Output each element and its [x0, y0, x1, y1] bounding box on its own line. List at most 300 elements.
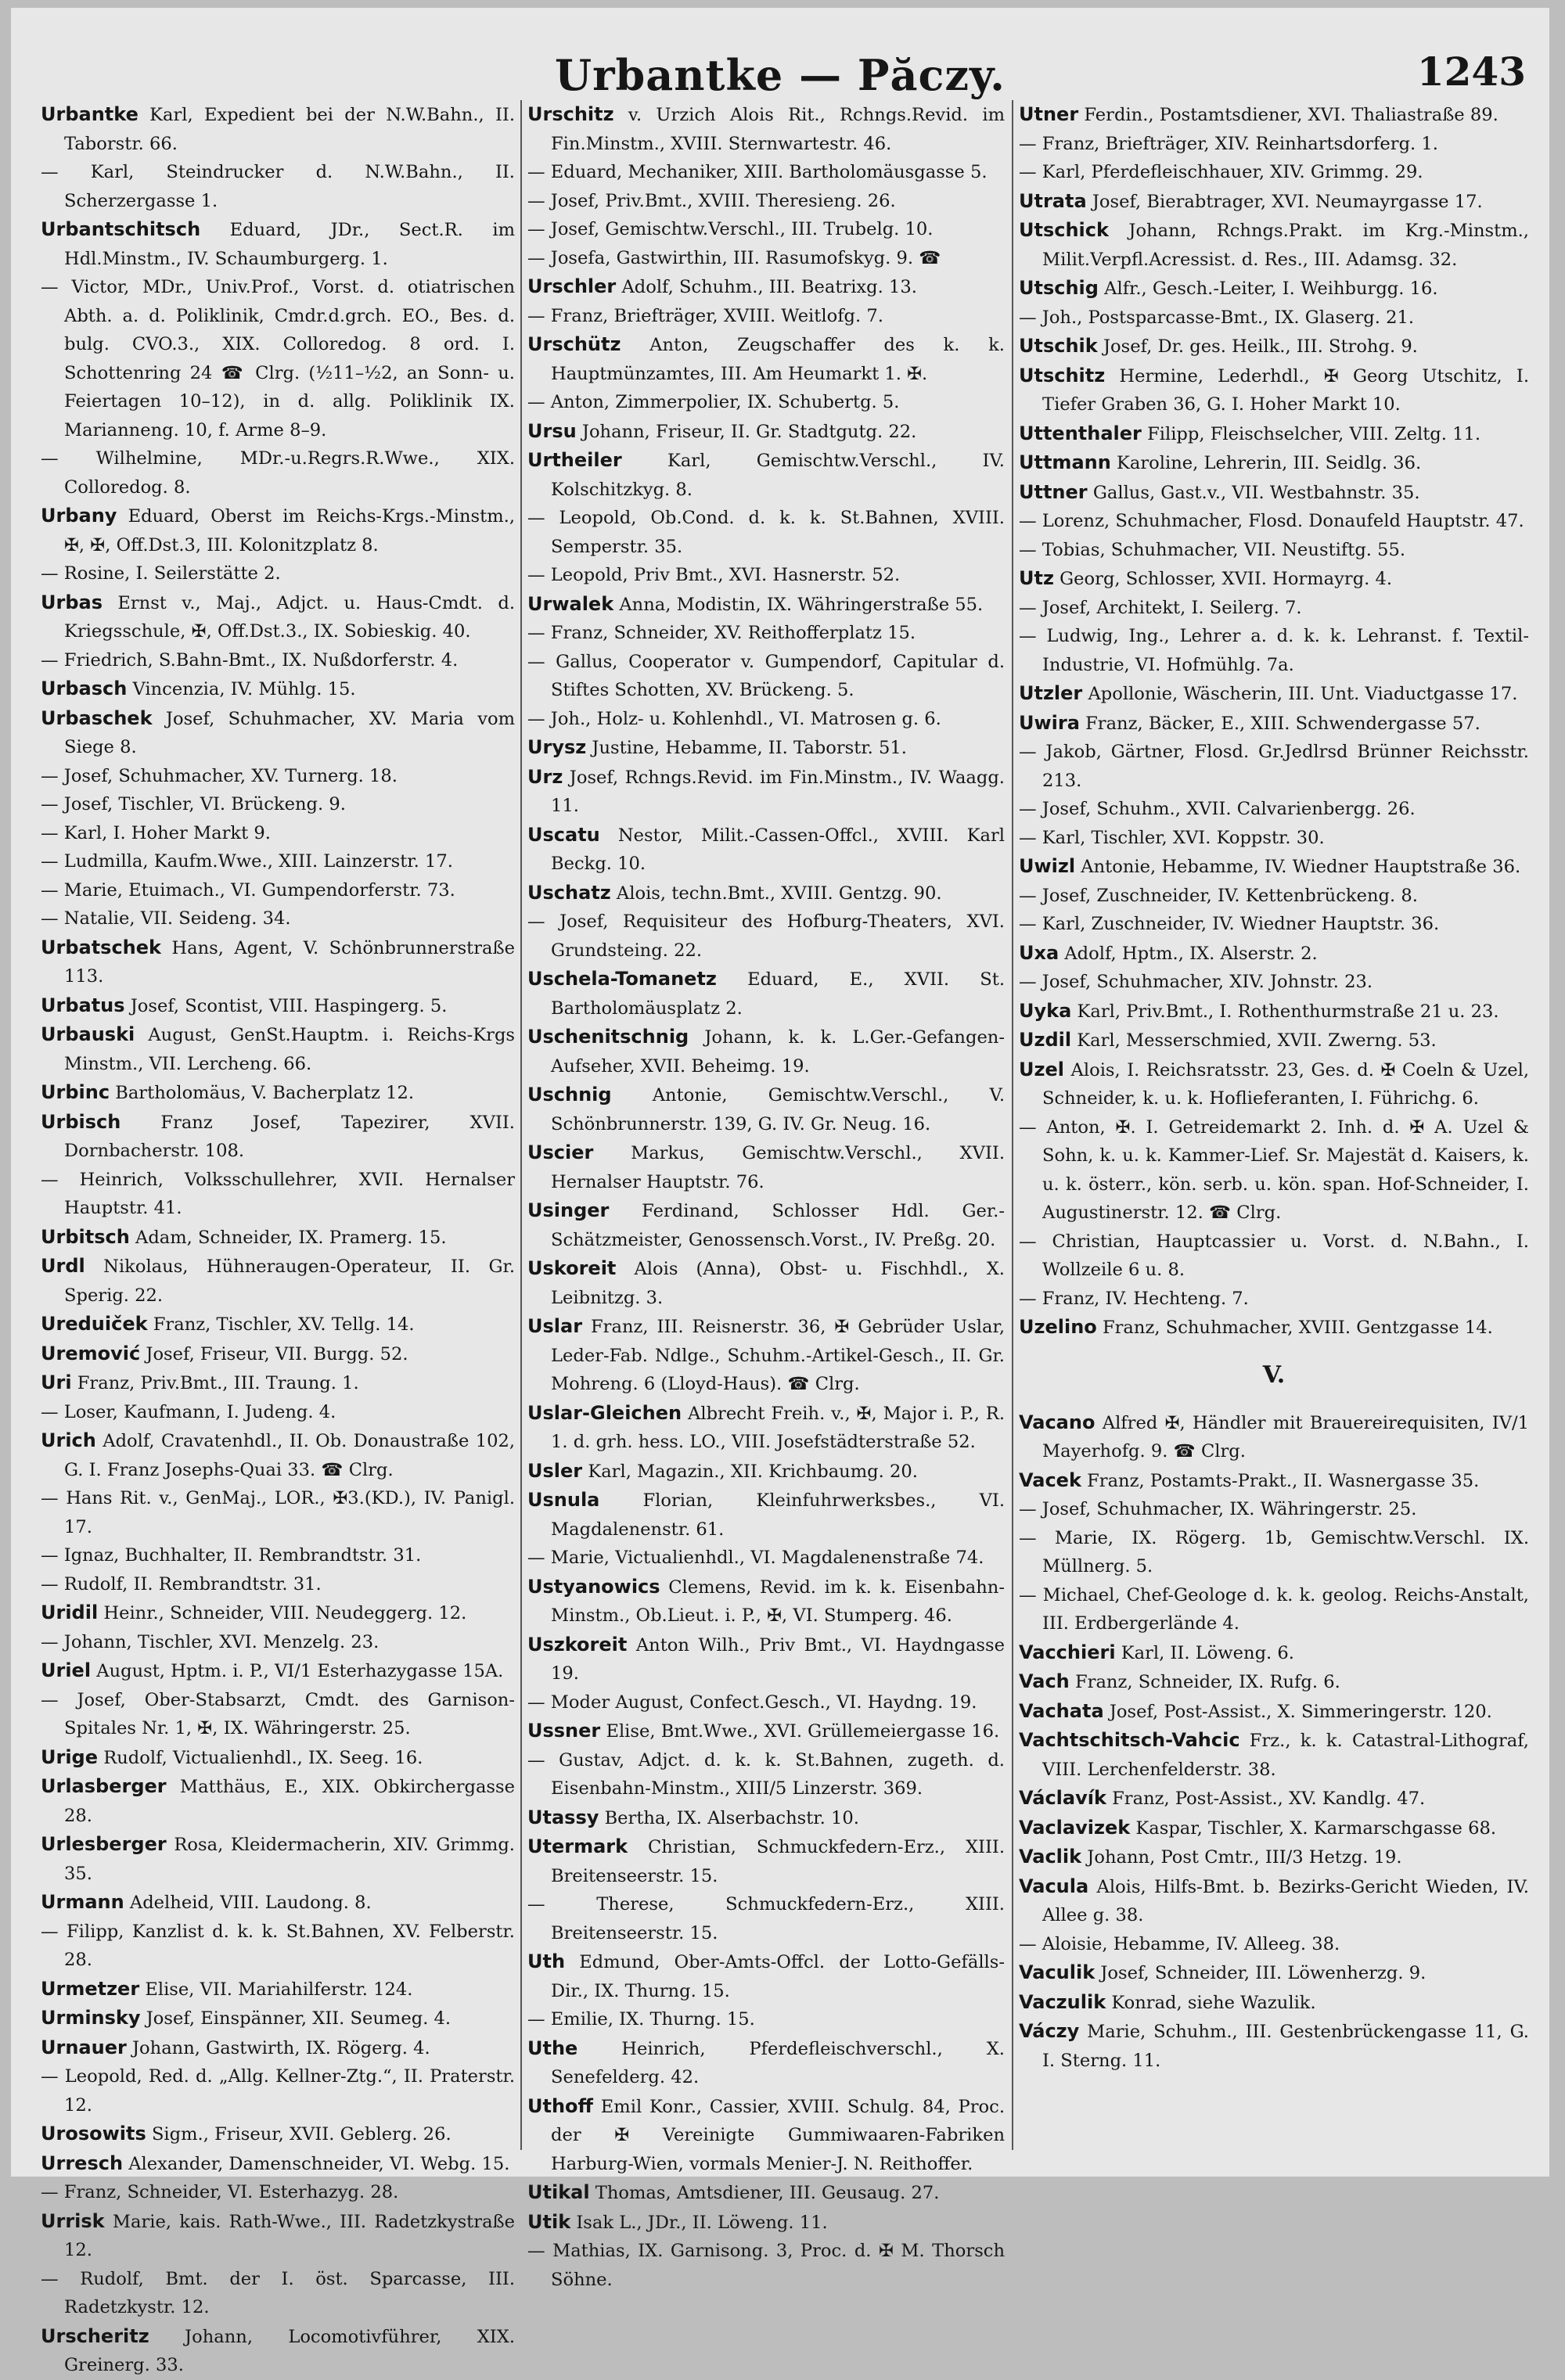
entry-surname: Urschitz — [527, 103, 614, 125]
directory-entry — [527, 2237, 1005, 2294]
directory-entry — [41, 100, 515, 158]
directory-entry — [527, 2178, 1005, 2208]
entry-details: Alexander, Damenschneider, VI. Webg. 15. — [128, 2153, 510, 2174]
directory-entry — [527, 879, 1005, 908]
entry-details: Franz, III. Reisnerstr. 36, ✠ Gebrüder Uslar, Leder-Fab. Ndlge., Schuhm.-Artikel-Gesch., II. Gr. Mohreng. 6 (Lloyd-Haus). ☎ Clrg. — [551, 1317, 1005, 1394]
entry-details: Ferdin., Postamtsdiener, XVI. Thaliastraße 89. — [1084, 105, 1498, 125]
directory-entry — [1019, 795, 1529, 824]
entry-surname: Vacano — [1019, 1411, 1096, 1433]
entry-details: Karl, Expedient bei der N.W.Bahn., II. Taborstr. 66. — [64, 105, 515, 154]
directory-entry — [1019, 100, 1529, 130]
entry-surname: Urmetzer — [41, 1977, 140, 2000]
directory-entry — [527, 1399, 1005, 1457]
entry-surname: Vacula — [1019, 1875, 1089, 1897]
directory-entry — [1019, 216, 1529, 274]
entry-surname: Uttner — [1019, 480, 1088, 503]
entry-surname: Uskoreit — [527, 1257, 617, 1279]
entry-surname: Uri — [41, 1372, 72, 1393]
entry-details: Florian, Kleinfuhrwerksbes., VI. Magdalenenstr. 61. — [551, 1490, 1005, 1540]
directory-entry — [41, 1888, 515, 1918]
entry-details: Markus, Gemischtw.Verschl., XVII. Hernalser Hauptstr. 76. — [551, 1143, 1005, 1192]
entry-details: — Michael, Chef-Geologe d. k. k. geolog. Reichs-Anstalt, III. Erdbergerlände 4. — [1019, 1584, 1529, 1634]
directory-entry — [1019, 1026, 1529, 1055]
entry-details: — Marie, Etuimach., VI. Gumpendorferstr. 73. — [41, 879, 455, 901]
entry-details: Eduard, E., XVII. St. Bartholomäusplatz 2. — [551, 969, 1006, 1019]
entry-details: — Franz, Schneider, VI. Esterhazyg. 28. — [41, 2182, 399, 2202]
entry-surname: Urmann — [41, 1891, 124, 1913]
directory-entry — [41, 1339, 515, 1369]
entry-surname: Uschenitschnig — [527, 1026, 689, 1048]
entry-surname: Urbinc — [41, 1081, 110, 1103]
entry-details: Apollonie, Wäscherin, III. Unt. Viaductgasse 17. — [1088, 684, 1518, 704]
entry-surname: Urich — [41, 1429, 96, 1451]
directory-entry — [41, 2033, 515, 2063]
directory-entry — [527, 705, 1005, 734]
directory-entry — [527, 2092, 1005, 2179]
directory-entry — [41, 2062, 515, 2119]
entry-surname: Urbitsch — [41, 1225, 130, 1248]
entry-details: — Leopold, Priv Bmt., XVI. Hasnerstr. 52. — [527, 565, 901, 585]
entry-details: Alfr., Gesch.-Leiter, I. Weihburgg. 16. — [1104, 279, 1438, 299]
directory-entry — [527, 763, 1005, 821]
entry-details: Albrecht Freih. v., ✠, Major i. P., R. 1. d. grh. hess. LO., VIII. Josefstädterstraße 52. — [551, 1403, 1005, 1452]
column-rule — [520, 100, 522, 2150]
directory-entry — [1019, 1495, 1529, 1524]
directory-entry — [1019, 1055, 1529, 1113]
directory-entry — [527, 733, 1005, 763]
directory-entry — [527, 302, 1005, 331]
directory-entry — [41, 1368, 515, 1398]
directory-entry — [1019, 478, 1529, 508]
directory-entry — [1019, 419, 1529, 449]
entry-details: Anton, Zeugschaffer des k. k. Hauptmünzamtes, III. Am Heumarkt 1. ✠. — [551, 335, 1005, 384]
entry-surname: Utassy — [527, 1806, 599, 1828]
directory-entry — [527, 619, 1005, 648]
entry-details: August, Hptm. i. P., VI/1 Esterhazygasse 15A. — [96, 1661, 504, 1681]
entry-surname: Urbas — [41, 591, 103, 613]
entry-details: Konrad, siehe Wazulik. — [1111, 1992, 1316, 2013]
entry-details: — Josef, Schuhmacher, XV. Turnerg. 18. — [41, 765, 398, 786]
entry-details: Christian, Schmuckfedern-Erz., XIII. Breitenseerstr. 15. — [551, 1837, 1005, 1886]
directory-entry — [41, 1686, 515, 1743]
entry-details: — Karl, I. Hoher Markt 9. — [41, 822, 271, 843]
directory-entry — [527, 2005, 1005, 2034]
entry-details: Alois, techn.Bmt., XVIII. Gentzg. 90. — [616, 883, 942, 904]
entry-details: Hans, Agent, V. Schönbrunnerstraße 113. — [64, 937, 515, 987]
entry-details: Johann, Rchngs.Prakt. im Krg.-Minstm., Milit.Verpfl.Acressist. d. Res., III. Adamsg. 32. — [1042, 221, 1529, 270]
directory-entry — [1019, 448, 1529, 478]
entry-details: Alois (Anna), Obst- u. Fischhdl., X. Leibnitzg. 3. — [551, 1259, 1005, 1308]
directory-entry — [1019, 1408, 1529, 1466]
entry-details: Karl, II. Löweng. 6. — [1121, 1642, 1294, 1663]
directory-column-3 — [1019, 100, 1529, 2166]
directory-entry — [1019, 332, 1529, 361]
directory-entry — [1019, 1667, 1529, 1697]
directory-entry — [1019, 709, 1529, 739]
entry-details: — Josef, Priv.Bmt., XVIII. Theresieng. 26. — [527, 190, 896, 211]
directory-entry — [41, 1078, 515, 1108]
entry-details: Kaspar, Tischler, X. Karmarschgasse 68. — [1135, 1817, 1497, 1839]
entry-surname: Ursu — [527, 419, 577, 442]
entry-surname: Urwalek — [527, 592, 614, 615]
entry-details: Clemens, Revid. im k. k. Eisenbahn-Minstm., Ob.Lieut. i. P., ✠, VI. Stumperg. 46. — [551, 1576, 1005, 1626]
directory-entry — [527, 1573, 1005, 1630]
directory-entry — [1019, 536, 1529, 565]
directory-entry — [1019, 507, 1529, 536]
entry-details: — Josef, Schuhmacher, XIV. Johnstr. 23. — [1019, 972, 1373, 992]
entry-details: Antonie, Gemischtw.Verschl., V. Schönbrunnerstr. 139, G. IV. Gr. Neug. 16. — [551, 1085, 1005, 1134]
entry-details: Filipp, Fleischselcher, VIII. Zeltg. 11. — [1147, 423, 1481, 444]
entry-details: — Christian, Hauptcassier u. Vorst. d. N.Bahn., I. Wollzeile 6 u. 8. — [1019, 1231, 1529, 1280]
directory-entry — [1019, 1466, 1529, 1496]
entry-details: Karl, Magazin., XII. Krichbaumg. 20. — [588, 1461, 918, 1482]
entry-surname: Vaczulik — [1019, 1990, 1106, 2013]
directory-entry — [1019, 1814, 1529, 1843]
entry-details: — Natalie, VII. Seideng. 34. — [41, 908, 291, 929]
entry-surname: Utikal — [527, 2181, 590, 2203]
entry-details: — Joh., Holz- u. Kohlenhdl., VI. Matrosen g. 6. — [527, 708, 941, 729]
entry-details: Rosa, Kleidermacherin, XIV. Grimmg. 35. — [64, 1835, 515, 1884]
directory-entry — [1019, 1228, 1529, 1285]
directory-entry — [1019, 594, 1529, 623]
entry-details: — Aloisie, Hebamme, IV. Alleeg. 38. — [1019, 1933, 1340, 1954]
entry-surname: Uthoff — [527, 2094, 593, 2117]
entry-details: Adolf, Hptm., IX. Alserstr. 2. — [1064, 943, 1318, 964]
entry-surname: Václavík — [1019, 1787, 1106, 1809]
entry-details: Bartholomäus, V. Bacherplatz 12. — [115, 1083, 415, 1103]
entry-surname: Uxa — [1019, 941, 1060, 964]
entry-details: — Jakob, Gärtner, Flosd. Gr.Jedlrsd Brünner Reichsstr. 213. — [1019, 742, 1529, 791]
directory-entry — [1019, 187, 1529, 217]
entry-surname: Usnula — [527, 1489, 600, 1511]
directory-entry — [41, 1426, 515, 1484]
entry-details: Elise, Bmt.Wwe., XVI. Grüllemeiergasse 16. — [606, 1721, 1000, 1742]
directory-entry — [1019, 361, 1529, 419]
entry-surname: Urbauski — [41, 1023, 135, 1045]
entry-details: Franz Josef, Tapezirer, XVII. Dornbacherstr. 108. — [64, 1112, 515, 1161]
entry-details: — Marie, IX. Rögerg. 1b, Gemischtw.Verschl. IX. Müllnerg. 5. — [1019, 1527, 1529, 1576]
entry-surname: Urbany — [41, 505, 117, 527]
entry-details: — Leopold, Ob.Cond. d. k. k. St.Bahnen, XVIII. Semperstr. 35. — [527, 508, 1005, 557]
directory-entry — [527, 1832, 1005, 1890]
directory-entry — [527, 187, 1005, 216]
entry-details: — Therese, Schmuckfedern-Erz., XIII. Breitenseerstr. 15. — [527, 1894, 1005, 1943]
entry-surname: Utschitz — [1019, 364, 1106, 386]
entry-details: — Hans Rit. v., GenMaj., LOR., ✠3.(KD.), IV. Panigl. 17. — [41, 1488, 515, 1537]
entry-details: — Lorenz, Schuhmacher, Flosd. Donaufeld Hauptstr. 47. — [1019, 511, 1524, 531]
entry-surname: Vacek — [1019, 1469, 1081, 1491]
directory-entry — [41, 2119, 515, 2149]
entry-details: Franz, Schneider, IX. Rufg. 6. — [1074, 1672, 1340, 1692]
entry-details: — Franz, Schneider, XV. Reithofferplatz 15. — [527, 623, 916, 643]
entry-details: — Josef, Ober-Stabsarzt, Cmdt. des Garnison-Spitales Nr. 1, ✠, IX. Währingerstr. 25. — [41, 1689, 515, 1738]
directory-entry — [41, 2322, 515, 2380]
directory-entry — [527, 1023, 1005, 1080]
entry-surname: Urresch — [41, 2152, 124, 2174]
entry-details: — Anton, Zimmerpolier, IX. Schubertg. 5. — [527, 392, 900, 412]
entry-surname: Urz — [527, 765, 563, 788]
directory-entry — [527, 908, 1005, 965]
entry-details: Eduard, JDr., Sect.R. im Hdl.Minstm., IV. Schaumburgerg. 1. — [64, 220, 516, 269]
entry-details: — Josef, Tischler, VI. Brückeng. 9. — [41, 794, 346, 814]
directory-entry — [527, 1457, 1005, 1487]
running-head: Urbantke — Păczy. — [555, 50, 1006, 100]
entry-surname: Urdl — [41, 1255, 85, 1277]
directory-entry — [527, 1312, 1005, 1399]
directory-entry — [41, 933, 515, 991]
section-heading: V. — [1262, 1361, 1286, 1389]
entry-details: Emil Konr., Cassier, XVIII. Schulg. 84, Proc. der ✠ Vereinigte Gummiwaaren-Fabriken Harburg-Wien, vormals Menier-J. N. Reithoffer. — [551, 2096, 1005, 2174]
directory-entry — [527, 1947, 1005, 2005]
entry-details: August, GenSt.Hauptm. i. Reichs-Krgs Minstm., VII. Lercheng. 66. — [64, 1025, 515, 1074]
directory-entry — [527, 1254, 1005, 1312]
entry-details: Johann, Post Cmtr., III/3 Hetzg. 19. — [1087, 1847, 1402, 1868]
entry-details: Elise, VII. Mariahilferstr. 124. — [145, 1979, 413, 2000]
entry-details: Justine, Hebamme, II. Taborstr. 51. — [592, 738, 907, 758]
directory-entry — [1019, 1638, 1529, 1668]
directory-entry — [527, 648, 1005, 705]
entry-details: Frz., k. k. Catastral-Lithograf, VIII. Lerchenfelderstr. 38. — [1042, 1731, 1529, 1780]
entry-surname: Uyka — [1019, 999, 1072, 1022]
entry-details: — Josef, Zuschneider, IV. Kettenbrückeng. 8. — [1019, 885, 1418, 906]
entry-details: Alois, Hilfs-Bmt. b. Bezirks-Gericht Wieden, IV. Allee g. 38. — [1042, 1876, 1529, 1925]
entry-details: Franz, Post-Assist., XV. Kandlg. 47. — [1112, 1789, 1426, 1809]
directory-entry — [1019, 622, 1529, 679]
entry-details: Josef, Post-Assist., X. Simmeringerstr. 120. — [1109, 1701, 1492, 1722]
directory-entry — [1019, 1313, 1529, 1343]
entry-details: Johann, Gastwirth, IX. Rögerg. 4. — [132, 2037, 430, 2058]
entry-details: Heinr., Schneider, VIII. Neudeggerg. 12. — [103, 1603, 467, 1623]
directory-entry — [41, 1166, 515, 1223]
directory-entry — [527, 965, 1005, 1023]
directory-entry — [527, 417, 1005, 447]
directory-entry — [1019, 997, 1529, 1026]
directory-entry — [1019, 1958, 1529, 1988]
entry-details: Franz, Priv.Bmt., III. Traung. 1. — [77, 1373, 359, 1393]
directory-entry — [41, 2149, 515, 2179]
entry-surname: Uscatu — [527, 823, 600, 846]
directory-entry — [527, 446, 1005, 504]
directory-entry — [41, 1598, 515, 1628]
entry-surname: Uriel — [41, 1659, 92, 1681]
entry-surname: Urrisk — [41, 2209, 105, 2232]
entry-details: — Rudolf, Bmt. der I. öst. Sparcasse, III. Radetzkystr. 12. — [41, 2268, 515, 2317]
entry-details: Gallus, Gast.v., VII. Westbahnstr. 35. — [1092, 482, 1420, 503]
directory-entry — [1019, 274, 1529, 304]
entry-details: Franz, Bäcker, E., XIII. Schwendergasse 57. — [1085, 713, 1480, 734]
entry-surname: Uscier — [527, 1141, 594, 1163]
entry-surname: Utzler — [1019, 682, 1083, 704]
entry-details: Hermine, Lederhdl., ✠ Georg Utschitz, I. Tiefer Graben 36, G. I. Hoher Markt 10. — [1042, 365, 1529, 415]
directory-entry — [527, 388, 1005, 417]
directory-entry — [41, 819, 515, 848]
entry-details: — Heinrich, Volksschullehrer, XVII. Hernalser Hauptstr. 41. — [41, 1169, 515, 1218]
entry-details: — Ludmilla, Kaufm.Wwe., XIII. Lainzerstr. 17. — [41, 851, 453, 872]
entry-details: — Josef, Gemischtw.Verschl., III. Trubelg. 10. — [527, 219, 934, 239]
entry-surname: Utschik — [1019, 335, 1098, 357]
entry-details: Josef, Scontist, VIII. Haspingerg. 5. — [130, 995, 448, 1016]
directory-column-2 — [527, 100, 1006, 2290]
entry-surname: Urige — [41, 1745, 99, 1768]
directory-entry — [527, 158, 1005, 187]
entry-surname: Utermark — [527, 1835, 628, 1857]
entry-details: — Ludwig, Ing., Lehrer a. d. k. k. Lehranst. f. Textil-Industrie, VI. Hofmühlg. 7a. — [1019, 626, 1529, 675]
entry-surname: Ureduiček — [41, 1313, 148, 1335]
entry-details: — Mathias, IX. Garnisong. 3, Proc. d. ✠ M. Thorsch Söhne. — [527, 2241, 1005, 2290]
directory-entry — [1019, 158, 1529, 187]
entry-surname: Urbasch — [41, 678, 128, 699]
directory-entry — [41, 215, 515, 273]
directory-entry — [1019, 1581, 1529, 1638]
entry-surname: Urlasberger — [41, 1775, 167, 1797]
entry-details: Johann, Friseur, II. Gr. Stadtgutg. 22. — [581, 421, 917, 442]
entry-details: Karl, Messerschmied, XVII. Zwerng. 53. — [1077, 1030, 1437, 1051]
directory-entry — [1019, 1113, 1529, 1228]
directory-entry — [527, 504, 1005, 561]
entry-details: — Gallus, Cooperator v. Gumpendorf, Capitular d. Stiftes Schotten, XV. Brückeng. 5. — [527, 651, 1005, 700]
entry-details: Bertha, IX. Alserbachstr. 10. — [604, 1807, 859, 1828]
directory-entry — [1019, 1697, 1529, 1727]
entry-surname: Uslar-Gleichen — [527, 1401, 682, 1424]
directory-entry — [527, 1688, 1005, 1717]
directory-entry — [527, 1080, 1005, 1138]
directory-entry — [1019, 679, 1529, 709]
entry-surname: Utner — [1019, 103, 1079, 125]
directory-entry — [41, 1656, 515, 1686]
directory-entry — [527, 2034, 1005, 2092]
directory-entry — [527, 1890, 1005, 1947]
entry-details: Josef, Schneider, III. Löwenherzg. 9. — [1100, 1963, 1426, 1983]
directory-entry — [1019, 968, 1529, 997]
entry-details: Johann, Locomotivführer, XIX. Greinerg. 33. — [64, 2326, 516, 2375]
entry-details: Marie, kais. Rath-Wwe., III. Radetzkystraße 12. — [64, 2211, 515, 2260]
entry-details: Thomas, Amtsdiener, III. Geusaug. 27. — [595, 2183, 940, 2203]
entry-details: — Karl, Zuschneider, IV. Wiedner Hauptstr. 36. — [1019, 914, 1440, 934]
entry-details: Karl, Priv.Bmt., I. Rothenthurmstraße 21 u. 23. — [1077, 1001, 1499, 1022]
entry-surname: Uthe — [527, 2037, 578, 2059]
directory-entry — [41, 2004, 515, 2033]
entry-details: — Emilie, IX. Thurng. 15. — [527, 2009, 755, 2029]
entry-details: Franz, Schuhmacher, XVIII. Gentzgasse 14. — [1102, 1318, 1493, 1338]
directory-entry — [41, 762, 515, 791]
entry-surname: Usinger — [527, 1199, 610, 1221]
entry-details: Adam, Schneider, IX. Pramerg. 15. — [135, 1227, 447, 1248]
directory-entry — [1019, 564, 1529, 594]
entry-details: — Josefa, Gastwirthin, III. Rasumofskyg. 9. ☎ — [527, 247, 941, 268]
entry-surname: Váczy — [1019, 2020, 1080, 2042]
entry-surname: Uschatz — [527, 881, 611, 904]
directory-entry — [41, 588, 515, 646]
directory-entry — [41, 646, 515, 675]
directory-entry — [1019, 1872, 1529, 1930]
entry-surname: Urlesberger — [41, 1833, 167, 1855]
entry-surname: Vachtschitsch-Vahcic — [1019, 1729, 1240, 1751]
entry-surname: Uschela-Tomanetz — [527, 968, 717, 990]
entry-surname: Urbatus — [41, 994, 125, 1016]
entry-details: — Loser, Kaufmann, I. Judeng. 4. — [41, 1401, 336, 1422]
entry-details: — Franz, IV. Hechteng. 7. — [1019, 1288, 1249, 1309]
entry-details: Edmund, Ober-Amts-Offcl. der Lotto-Gefälls-Dir., IX. Thurng. 15. — [551, 1952, 1005, 2001]
entry-surname: Urbantschitsch — [41, 218, 201, 240]
directory-entry — [41, 1252, 515, 1310]
directory-entry — [1019, 738, 1529, 795]
entry-details: — Ignaz, Buchhalter, II. Rembrandtstr. 31. — [41, 1545, 422, 1566]
entry-details: — Karl, Tischler, XVI. Koppstr. 30. — [1019, 827, 1325, 848]
entry-details: — Josef, Schuhm., XVII. Calvarienbergg. 26. — [1019, 799, 1416, 819]
entry-details: Anna, Modistin, IX. Währingerstraße 55. — [619, 594, 984, 615]
directory-entry — [1019, 1988, 1529, 2018]
directory-entry — [41, 1541, 515, 1570]
directory-entry — [1019, 1930, 1529, 1959]
directory-entry — [41, 1570, 515, 1599]
directory-entry — [527, 215, 1005, 244]
entry-details: Adolf, Schuhm., III. Beatrixg. 13. — [621, 277, 917, 297]
entry-surname: Vaclavizek — [1019, 1816, 1131, 1839]
directory-entry — [41, 1310, 515, 1339]
directory-entry — [41, 1918, 515, 1975]
directory-entry — [527, 244, 1005, 273]
directory-entry — [41, 502, 515, 559]
entry-details: Josef, Friseur, VII. Burgg. 52. — [146, 1343, 408, 1364]
entry-details: Franz, Postamts-Prakt., II. Wasnergasse 35. — [1087, 1470, 1480, 1491]
directory-entry — [1019, 1524, 1529, 1581]
directory-entry — [527, 1196, 1005, 1254]
entry-surname: Utschig — [1019, 277, 1099, 299]
entry-details: Karoline, Lehrerin, III. Seidlg. 36. — [1117, 453, 1422, 473]
entry-surname: Utz — [1019, 567, 1054, 589]
directory-entry — [527, 1138, 1005, 1196]
entry-surname: Uwira — [1019, 711, 1080, 734]
directory-entry — [41, 2178, 515, 2207]
entry-details: Antonie, Hebamme, IV. Wiedner Hauptstraße 36. — [1081, 857, 1521, 877]
directory-entry — [1019, 852, 1529, 882]
entry-details: — Leopold, Red. d. „Allg. Kellner-Ztg.“, II. Praterstr. 12. — [41, 2066, 515, 2116]
entry-details: Johann, k. k. L.Ger.-Gefangen-Aufseher, XVII. Beheimg. 19. — [551, 1027, 1005, 1077]
directory-entry — [1019, 1843, 1529, 1872]
directory-entry — [41, 1830, 515, 1888]
directory-entry — [1019, 882, 1529, 911]
directory-entry — [1019, 910, 1529, 939]
entry-surname: Urosowits — [41, 2123, 146, 2145]
entry-surname: Uttenthaler — [1019, 422, 1142, 444]
column-rule — [1012, 100, 1013, 2150]
entry-surname: Ussner — [527, 1720, 601, 1742]
directory-entry — [527, 561, 1005, 590]
entry-surname: Urbaschek — [41, 706, 153, 729]
page-number: 1243 — [1416, 49, 1526, 95]
directory-entry — [41, 790, 515, 819]
entry-details: — Eduard, Mechaniker, XIII. Bartholomäusgasse 5. — [527, 162, 988, 182]
entry-details: Vincenzia, IV. Mühlg. 15. — [132, 679, 356, 699]
entry-details: — Josef, Requisiteur des Hofburg-Theaters, XVI. Grundsteing. 22. — [527, 911, 1005, 961]
directory-entry — [527, 272, 1005, 302]
entry-surname: Uwizl — [1019, 855, 1076, 877]
directory-entry — [527, 1630, 1005, 1688]
entry-surname: Urbisch — [41, 1110, 121, 1133]
entry-details: Marie, Schuhm., III. Gestenbrückengasse 11, G. I. Sterng. 11. — [1042, 2022, 1529, 2071]
entry-details: Rudolf, Victualienhdl., IX. Seeg. 16. — [103, 1747, 423, 1768]
entry-details: Eduard, Oberst im Reichs-Krgs.-Minstm., ✠, ✠, Off.Dst.3, III. Kolonitzplatz 8. — [64, 506, 515, 555]
directory-entry — [1019, 304, 1529, 333]
directory-entry — [41, 1223, 515, 1253]
entry-details: Franz, Tischler, XV. Tellg. 14. — [153, 1314, 415, 1335]
entry-surname: Urysz — [527, 736, 587, 758]
entry-details: Karl, Gemischtw.Verschl., IV. Kolschitzkyg. 8. — [551, 451, 1005, 500]
entry-details: — Marie, Victualienhdl., VI. Magdalenenstraße 74. — [527, 1548, 984, 1568]
directory-entry — [41, 876, 515, 905]
directory-entry — [41, 559, 515, 588]
entry-surname: Urnauer — [41, 2036, 127, 2058]
